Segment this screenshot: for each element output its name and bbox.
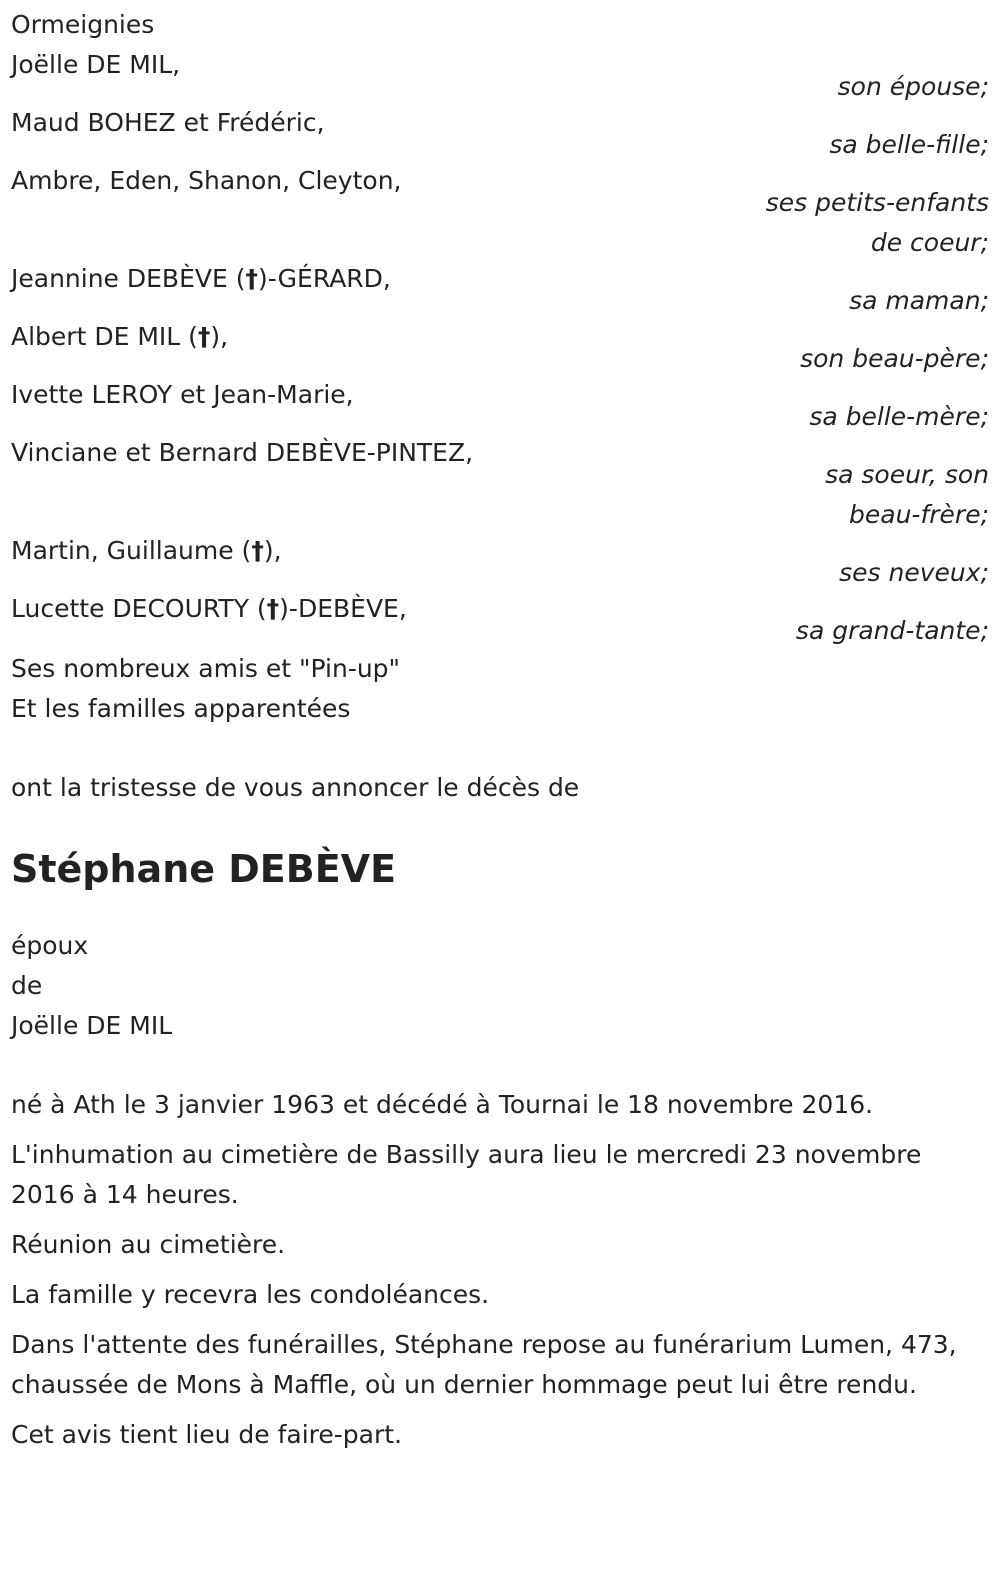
relative-name: Albert DE MIL (†), [11,322,229,351]
relative-role: son épouse; [837,72,989,101]
location: Ormeignies [11,10,155,39]
relative-entry [11,531,989,593]
relative-role: sa belle-fille; [829,130,989,159]
relative-entry [11,375,989,437]
spouse-line: Joëlle DE MIL [11,1011,173,1040]
relative-entry [11,589,989,651]
deceased-cross-icon: † [266,594,280,623]
notice-info: Cet avis tient lieu de faire-part. [11,1420,403,1449]
relative-name: Vinciane et Bernard DEBÈVE-PINTEZ, [11,438,474,467]
spouse-line: de [11,971,43,1000]
relative-role: sa grand-tante; [795,616,989,645]
relative-role: sa soeur, son beau-frère; [825,460,989,529]
condolences-info: La famille y recevra les condoléances. [11,1280,490,1309]
relative-entry [11,45,989,107]
relative-name: Ivette LEROY et Jean-Marie, [11,380,354,409]
obituary-notice [11,0,989,1455]
funeral-home-info: Dans l'attente des funérailles, Stéphane repose au funérarium Lumen, 473, chaussée de Mons à Maffle, où un dernier hommage peut lui être rendu. [11,1330,957,1399]
relative-entry [11,103,989,165]
friends-line: Ses nombreux amis et "Pin-up" [11,654,401,683]
relative-role: sa maman; [849,286,989,315]
deceased-cross-icon: † [197,322,211,351]
relative-role: sa belle-mère; [809,402,989,431]
spouse-block [11,926,989,1046]
burial-info: L'inhumation au cimetière de Bassilly aura lieu le mercredi 23 novembre 2016 à 14 heures. [11,1140,922,1209]
details-block [11,1085,989,1455]
relative-entry [11,161,989,263]
relative-entry [11,317,989,379]
birth-death-info: né à Ath le 3 janvier 1963 et décédé à Tournai le 18 novembre 2016. [11,1090,874,1119]
deceased-name: Stéphane DEBÈVE [11,847,397,891]
spouse-line: époux [11,931,89,960]
deceased-cross-icon: † [251,536,264,565]
relative-name: Lucette DECOURTY (†)-DEBÈVE, [11,594,407,623]
deceased-cross-icon: † [245,264,258,293]
relative-name: Ambre, Eden, Shanon, Cleyton, [11,166,402,195]
meeting-info: Réunion au cimetière. [11,1230,286,1259]
relative-entry [11,259,989,321]
families-line: Et les familles apparentées [11,694,351,723]
announcement: ont la tristesse de vous annoncer le décès de [11,773,580,802]
relative-name: Jeannine DEBÈVE (†)-GÉRARD, [11,264,391,293]
relative-entry [11,433,989,535]
relative-role: ses petits-enfants de coeur; [765,188,989,257]
relative-role: son beau-père; [800,344,989,373]
relative-name: Martin, Guillaume (†), [11,536,282,565]
relative-name: Maud BOHEZ et Frédéric, [11,108,325,137]
relative-name: Joëlle DE MIL, [11,50,181,79]
relative-role: ses neveux; [839,558,989,587]
